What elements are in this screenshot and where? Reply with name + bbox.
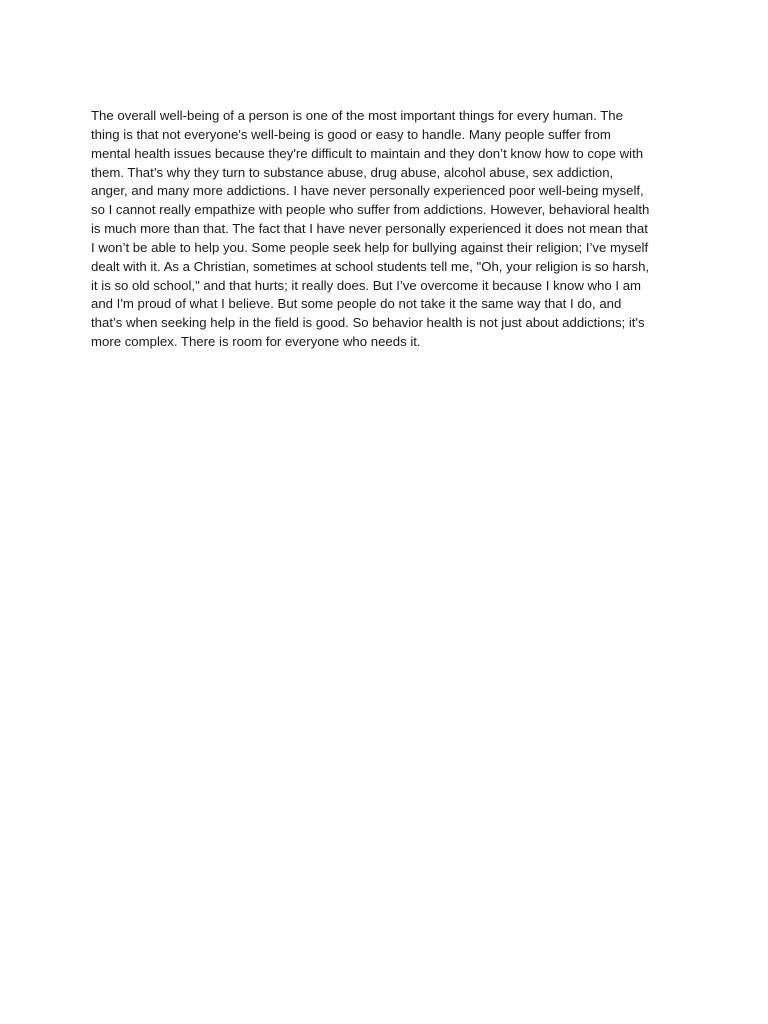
paragraph-line: is much more than that. The fact that I have never personally experienced it does not mean that xyxy=(91,221,648,237)
paragraph-line: more complex. There is room for everyone who needs it. xyxy=(91,334,421,350)
paragraph-line: it is so old school," and that hurts; it really does. But I’ve overcome it because I know who I am xyxy=(91,277,642,293)
paragraph-line: them. That’s why they turn to substance abuse, drug abuse, alcohol abuse, sex addiction, xyxy=(91,164,614,180)
paragraph-line: that’s when seeking help in the field is good. So behavior health is not just about addictions; it's xyxy=(91,315,645,331)
paragraph-line: anger, and many more addictions. I have never personally experienced poor well-being myself, xyxy=(91,183,644,199)
paragraph-line: The overall well-being of a person is one of the most important things for every human. The xyxy=(91,108,623,123)
paragraph-line: mental health issues because they're difficult to maintain and they don’t know how to cope with xyxy=(91,145,644,161)
paragraph-line: and I'm proud of what I believe. But some people do not take it the same way that I do, and xyxy=(91,296,622,312)
paragraph-line: so I cannot really empathize with people who suffer from addictions. However, behavioral health xyxy=(91,202,650,218)
paragraph-line: I won’t be able to help you. Some people seek help for bullying against their religion; I’ve myself xyxy=(91,239,649,255)
body-paragraph xyxy=(91,107,681,352)
paragraph-line: thing is that not everyone's well-being is good or easy to handle. Many people suffer from xyxy=(91,126,611,142)
paragraph-line: dealt with it. As a Christian, sometimes at school students tell me, "Oh, your religion is so harsh, xyxy=(91,258,650,274)
